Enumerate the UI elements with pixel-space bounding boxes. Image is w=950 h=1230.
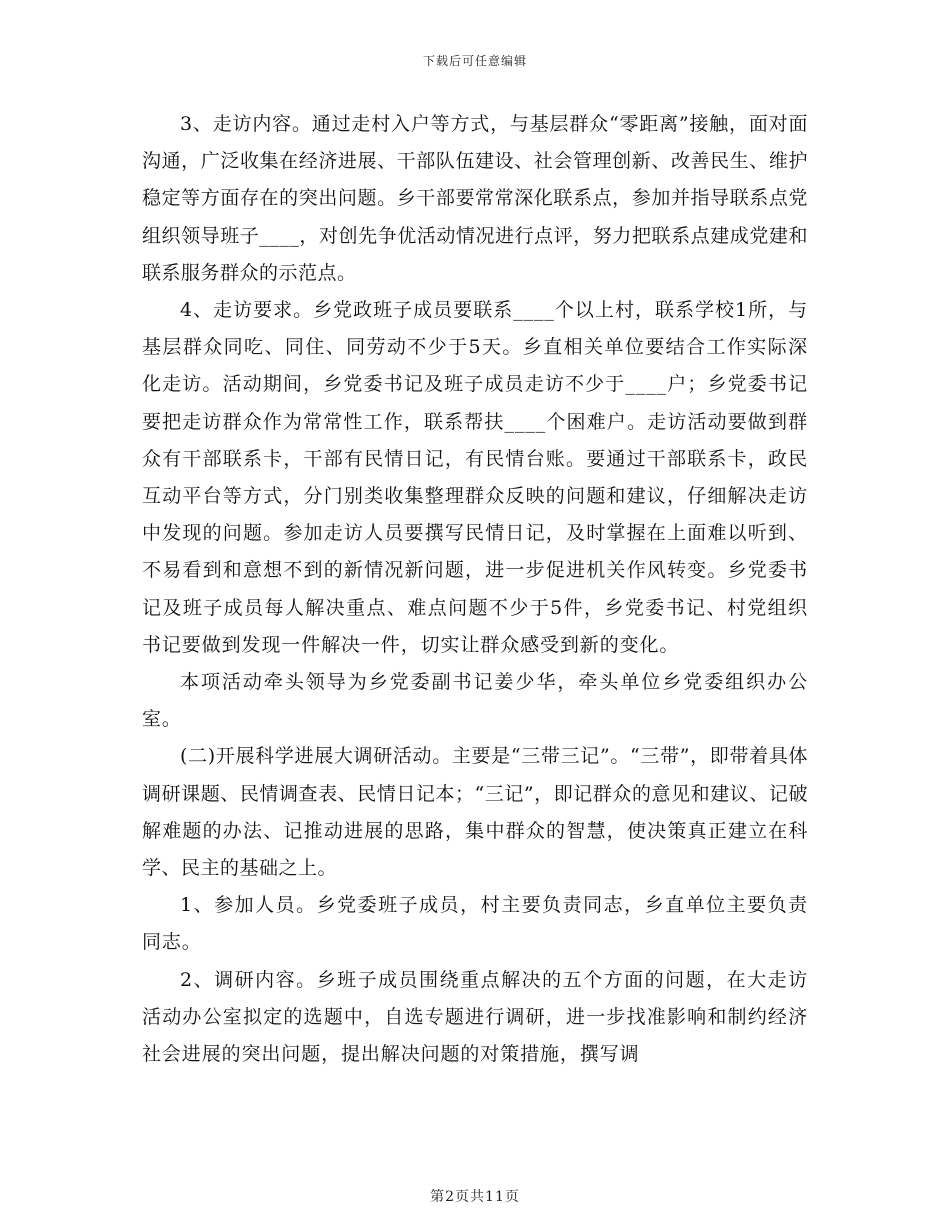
- paragraph-research-activity: (二)开展科学进展大调研活动。主要是“三带三记”。“三带”，即带着具体调研课题、民情调查表、民情日记本；“三记”，即记群众的意见和建议、记破解难题的办法、记推动进展的思路，集中群众的智慧，使决策真正建立在科学、民主的基础之上。: [142, 745, 808, 880]
- page-header: 下载后可任意编辑: [422, 54, 527, 68]
- paragraph-visit-requirements: 4、走访要求。乡党政班子成员要联系____个以上村，联系学校1所，与基层群众同吃、同住、同劳动不少于5天。乡直相关单位要结合工作实际深化走访。活动期间，乡党委书记及班子成员走访不少于____户；乡党委书记要把走访群众作为常常性工作，联系帮扶____个困难户。走访活动要做到群众有干部联系卡，干部有民情日记，有民情台账。要通过干部联系卡，政民互动平台等方式，分门别类收集整理群众反映的问题和建议，仔细解决走访中发现的问题。参加走访人员要撰写民情日记，及时掌握在上面难以听到、不易看到和意想不到的新情况新问题，进一步促进机关作风转变。乡党委书记及班子成员每人解决重点、难点问题不少于5件，乡党委书记、村党组织书记要做到发现一件解决一件，切实让群众感受到新的变化。: [142, 299, 808, 656]
- page-number: 第2页共11页: [430, 1189, 520, 1205]
- document-body: [142, 106, 808, 1073]
- paragraph-lead-unit: 本项活动牵头领导为乡党委副书记姜少华，牵头单位乡党委组织办公室。: [142, 671, 808, 731]
- paragraph-participants: 1、参加人员。乡党委班子成员，村主要负责同志，乡直单位主要负责同志。: [142, 894, 808, 954]
- paragraph-visit-content: 3、走访内容。通过走村入户等方式，与基层群众“零距离”接触，面对面沟通，广泛收集在经济进展、干部队伍建设、社会管理创新、改善民生、维护稳定等方面存在的突出问题。乡干部要常常深化联系点，参加并指导联系点党组织领导班子____，对创先争优活动情况进行点评，努力把联系点建成党建和联系服务群众的示范点。: [142, 113, 808, 284]
- paragraph-research-content: 2、调研内容。乡班子成员围绕重点解决的五个方面的问题，在大走访活动办公室拟定的选题中，自选专题进行调研，进一步找准影响和制约经济社会进展的突出问题，提出解决问题的对策措施，撰写调: [142, 968, 808, 1066]
